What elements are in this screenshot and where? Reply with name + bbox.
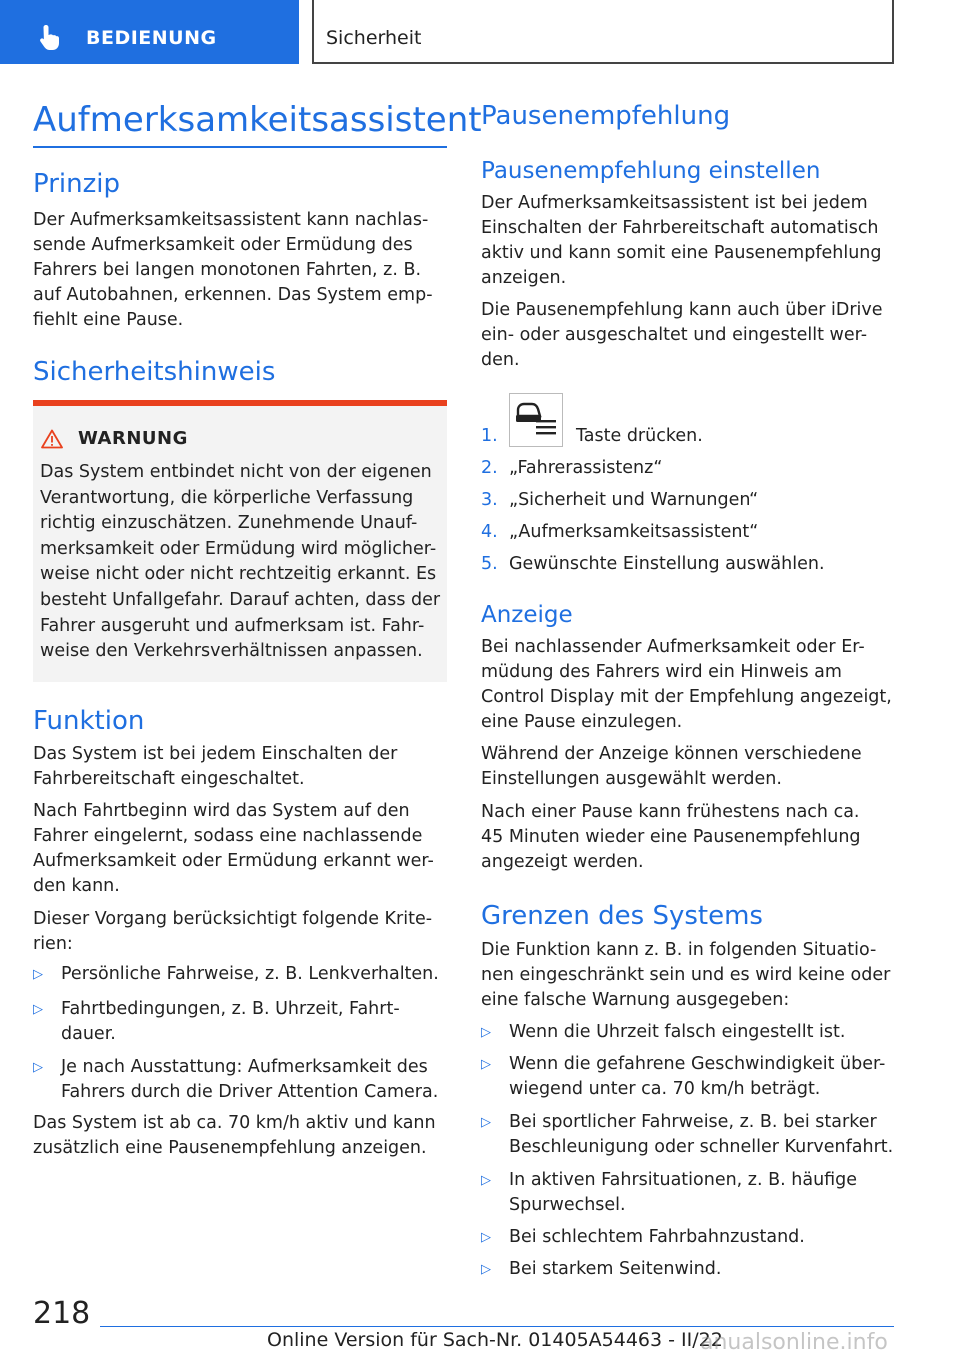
paragraph-funktion-4: Das System ist ab ca. 70 km/h aktiv und kann zusätzlich eine Pausenempfehlung anzeigen. [33,1113,436,1158]
watermark: anualsonline.info [700,1330,888,1355]
paragraph-anzeige-2: Während der Anzeige können verschiedene Einstellungen ausgewählt werden. [481,744,862,789]
heading-pausenempfehlung-einstellen: Pausenempfehlung einstellen [481,158,821,184]
bullet-triangle-icon: ▷ [481,1025,491,1040]
paragraph-anzeige-1: Bei nachlassender Aufmerksamkeit oder Er- müdung des Fahrers wird ein Hinweis am Control Display mit der Empfehlung angezeigt, eine Pause einzulegen. [481,637,892,732]
heading-pausenempfehlung: Pausenempfehlung [481,101,731,131]
online-version-note: Online Version für Sach-Nr. 01405A54463 - II/22 [267,1329,723,1351]
heading-funktion: Funktion [33,706,145,736]
bullet-triangle-icon: ▷ [33,967,43,982]
page-title: Aufmerksamkeitsassistent [33,100,482,140]
heading-prinzip: Prinzip [33,169,120,199]
title-divider [33,146,447,148]
paragraph-einstellen-1: Der Aufmerksamkeitsassistent ist bei jedem Einschalten der Fahrbereitschaft automatisch aktiv und kann somit eine Pausenempfehlung anzeigen. [481,193,882,288]
driver-assistance-icon [510,394,562,446]
bullet-triangle-icon: ▷ [33,1060,43,1075]
paragraph-funktion-3: Dieser Vorgang berücksichtigt folgende Krite- rien: [33,909,433,954]
warning-title: WARNUNG [78,428,188,449]
chapter-tab-label: BEDIENUNG [86,27,217,49]
section-label: Sicherheit [326,27,422,49]
warning-text: Das System entbindet nicht von der eigenen Verantwortung, die körperliche Verfassung richtig einzuschätzen. Zunehmende Unauf- merksamkeit oder Ermüdung wird möglicher- weise nicht oder nicht rechtzeitig erkannt. Es besteht Unfallgefahr. Darauf achten, dass der Fahrer ausgeruht und aufmerksam ist. Fahr- weise den Verkehrsverhältnissen anpassen. [40,462,441,662]
section-header [312,0,894,64]
paragraph-prinzip: Der Aufmerksamkeitsassistent kann nachlas- sende Aufmerksamkeit oder Ermüdung des Fahrers bei langen monotonen Fahrten, z. B. auf Autobahnen, erkennen. Das System emp- fiehlt eine Pause. [33,210,433,330]
heading-anzeige: Anzeige [481,602,573,628]
warning-triangle-icon [41,429,63,449]
chapter-tab[interactable] [0,0,299,64]
paragraph-einstellen-2: Die Pausenempfehlung kann auch über iDrive ein- oder ausgeschaltet und eingestellt wer- den. [481,300,883,370]
warning-bar [33,400,447,406]
warning-box [33,400,447,682]
bullet-triangle-icon: ▷ [481,1173,491,1188]
bullet-triangle-icon: ▷ [481,1057,491,1072]
footer-divider [100,1326,894,1327]
hand-pointer-icon [36,22,66,52]
bullet-triangle-icon: ▷ [481,1230,491,1245]
paragraph-funktion-2: Nach Fahrtbeginn wird das System auf den Fahrer eingelernt, sodass eine nachlassende Aufmerksamkeit oder Ermüdung erkannt wer- den kann. [33,801,434,896]
heading-sicherheitshinweis: Sicherheitshinweis [33,357,276,387]
bullet-triangle-icon: ▷ [481,1115,491,1130]
heading-grenzen: Grenzen des Systems [481,901,763,931]
driver-assistance-button-icon [509,393,563,447]
paragraph-grenzen: Die Funktion kann z. B. in folgenden Situatio- nen eingeschränkt sein und es wird keine oder eine falsche Warnung ausgegeben: [481,940,891,1010]
bullet-triangle-icon: ▷ [33,1002,43,1017]
paragraph-funktion-1: Das System ist bei jedem Einschalten der Fahrbereitschaft eingeschaltet. [33,744,398,789]
bullet-triangle-icon: ▷ [481,1262,491,1277]
paragraph-anzeige-3: Nach einer Pause kann frühestens nach ca. 45 Minuten wieder eine Pausenempfehlung angezeigt werden. [481,802,861,872]
page-number: 218 [33,1296,91,1331]
